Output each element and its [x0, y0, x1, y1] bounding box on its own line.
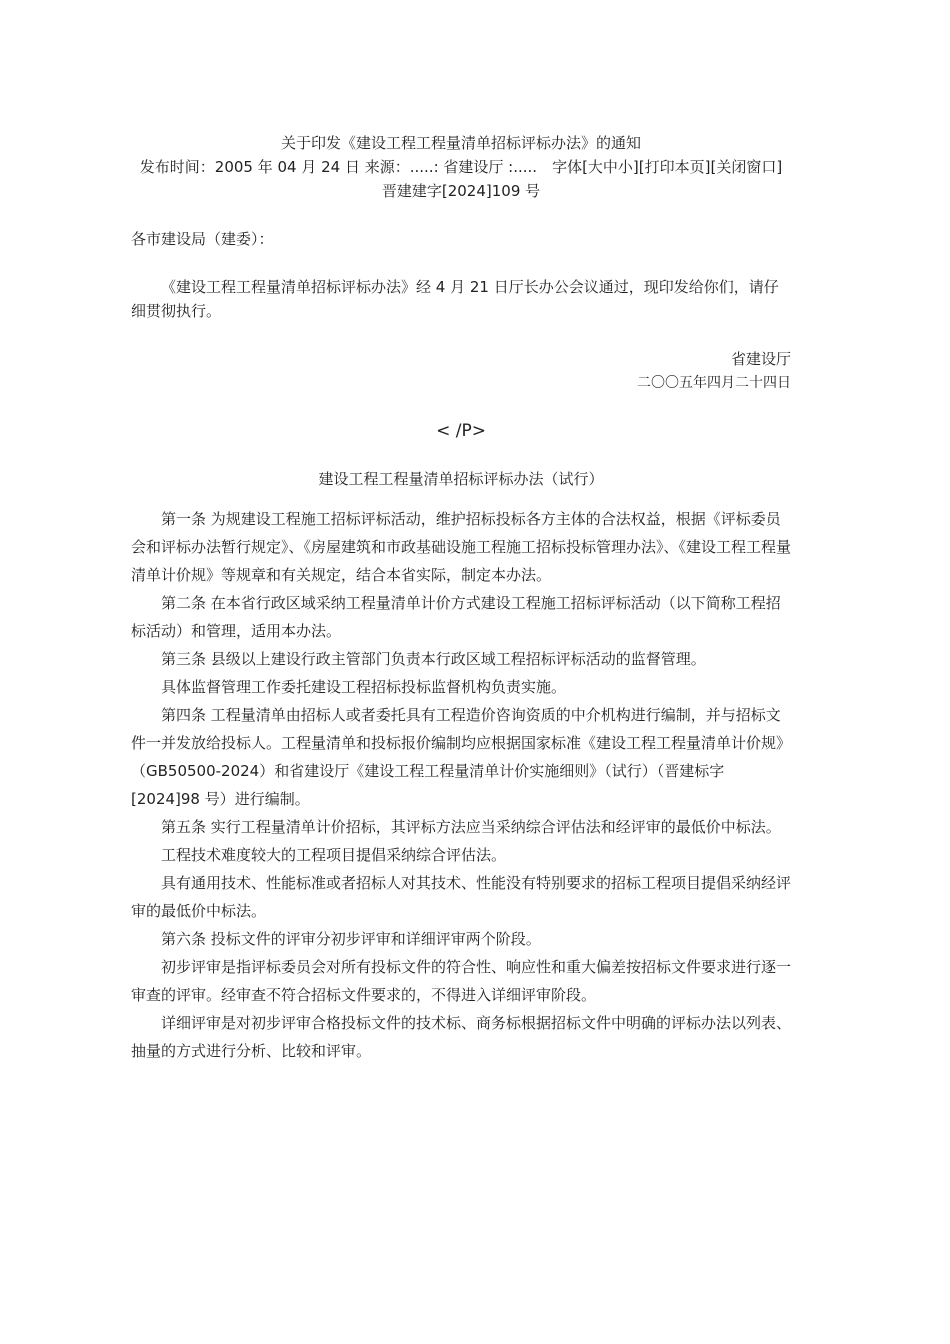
- article-paragraph: 详细评审是对初步评审合格投标文件的技术标、商务标根据招标文件中明确的评标办法以列表、抽量的方式进行分析、比较和评审。: [131, 1014, 792, 1060]
- notice-body: 《建设工程工程量清单招标评标办法》经 4 月 21 日厅长办公会议通过，现印发给你们，请仔细贯彻执行。: [131, 278, 779, 320]
- article-paragraph: 初步评审是指评标委员会对所有投标文件的符合性、响应性和重大偏差按招标文件要求进行逐一审查的评审。经审查不符合招标文件要求的，不得进入详细评审阶段。: [131, 958, 792, 1004]
- article-paragraph: 第三条 县级以上建设行政主管部门负责本行政区域工程招标评标活动的监督管理。: [161, 650, 706, 668]
- stray-html-tag: < /P>: [436, 421, 486, 441]
- article-paragraph: 第二条 在本省行政区域采纳工程量清单计价方式建设工程施工招标评标活动（以下简称工程招标活动）和管理，适用本办法。: [131, 594, 781, 640]
- document-number: 晋建建字[2024]109 号: [381, 182, 541, 200]
- article-paragraph: 第一条 为规建设工程施工招标评标活动，维护招标投标各方主体的合法权益，根据《评标委员会和评标办法暂行规定》、《房屋建筑和市政基础设施工程施工招标投标管理办法》、《建设工程工程量清单计价规》等规章和有关规定，结合本省实际，制定本办法。: [131, 510, 792, 584]
- publish-meta-line: 发布时间：2005 年 04 月 24 日 来源：.....: 省建设厅 :..... 字体[大中小][打印本页][关闭窗口]: [139, 158, 783, 176]
- article-paragraph: 第六条 投标文件的评审分初步评审和详细评审两个阶段。: [161, 930, 541, 948]
- signature-org: 省建设厅: [730, 350, 791, 368]
- notice-title: 关于印发《建设工程工程量清单招标评标办法》的通知: [280, 134, 641, 152]
- salutation: 各市建设局（建委）：: [131, 230, 274, 248]
- article-paragraph: 第四条 工程量清单由招标人或者委托具有工程造价咨询资质的中介机构进行编制，并与招标文件一并发放给投标人。工程量清单和投标报价编制均应根据国家标准《建设工程工程量清单计价规》（GB50500-2024）和省建设厅《建设工程工程量清单计价实施细则》（试行）（晋建标字[2024]98 号）进行编制。: [131, 706, 792, 808]
- signature-date: 二〇〇五年四月二十四日: [637, 375, 791, 391]
- article-paragraph: 工程技术难度较大的工程项目提倡采纳综合评估法。: [161, 846, 507, 864]
- article-paragraph: 具有通用技术、性能标准或者招标人对其技术、性能没有特别要求的招标工程项目提倡采纳经评审的最低价中标法。: [131, 874, 792, 920]
- rules-title: 建设工程工程量清单招标评标办法（试行）: [318, 470, 604, 488]
- rules-articles: [131, 505, 791, 1065]
- document-page: [131, 131, 791, 1065]
- article-paragraph: 第五条 实行工程量清单计价招标，其评标方法应当采纳综合评估法和经评审的最低价中标法。: [161, 818, 781, 836]
- article-paragraph: 具体监督管理工作委托建设工程招标投标监督机构负责实施。: [161, 678, 567, 696]
